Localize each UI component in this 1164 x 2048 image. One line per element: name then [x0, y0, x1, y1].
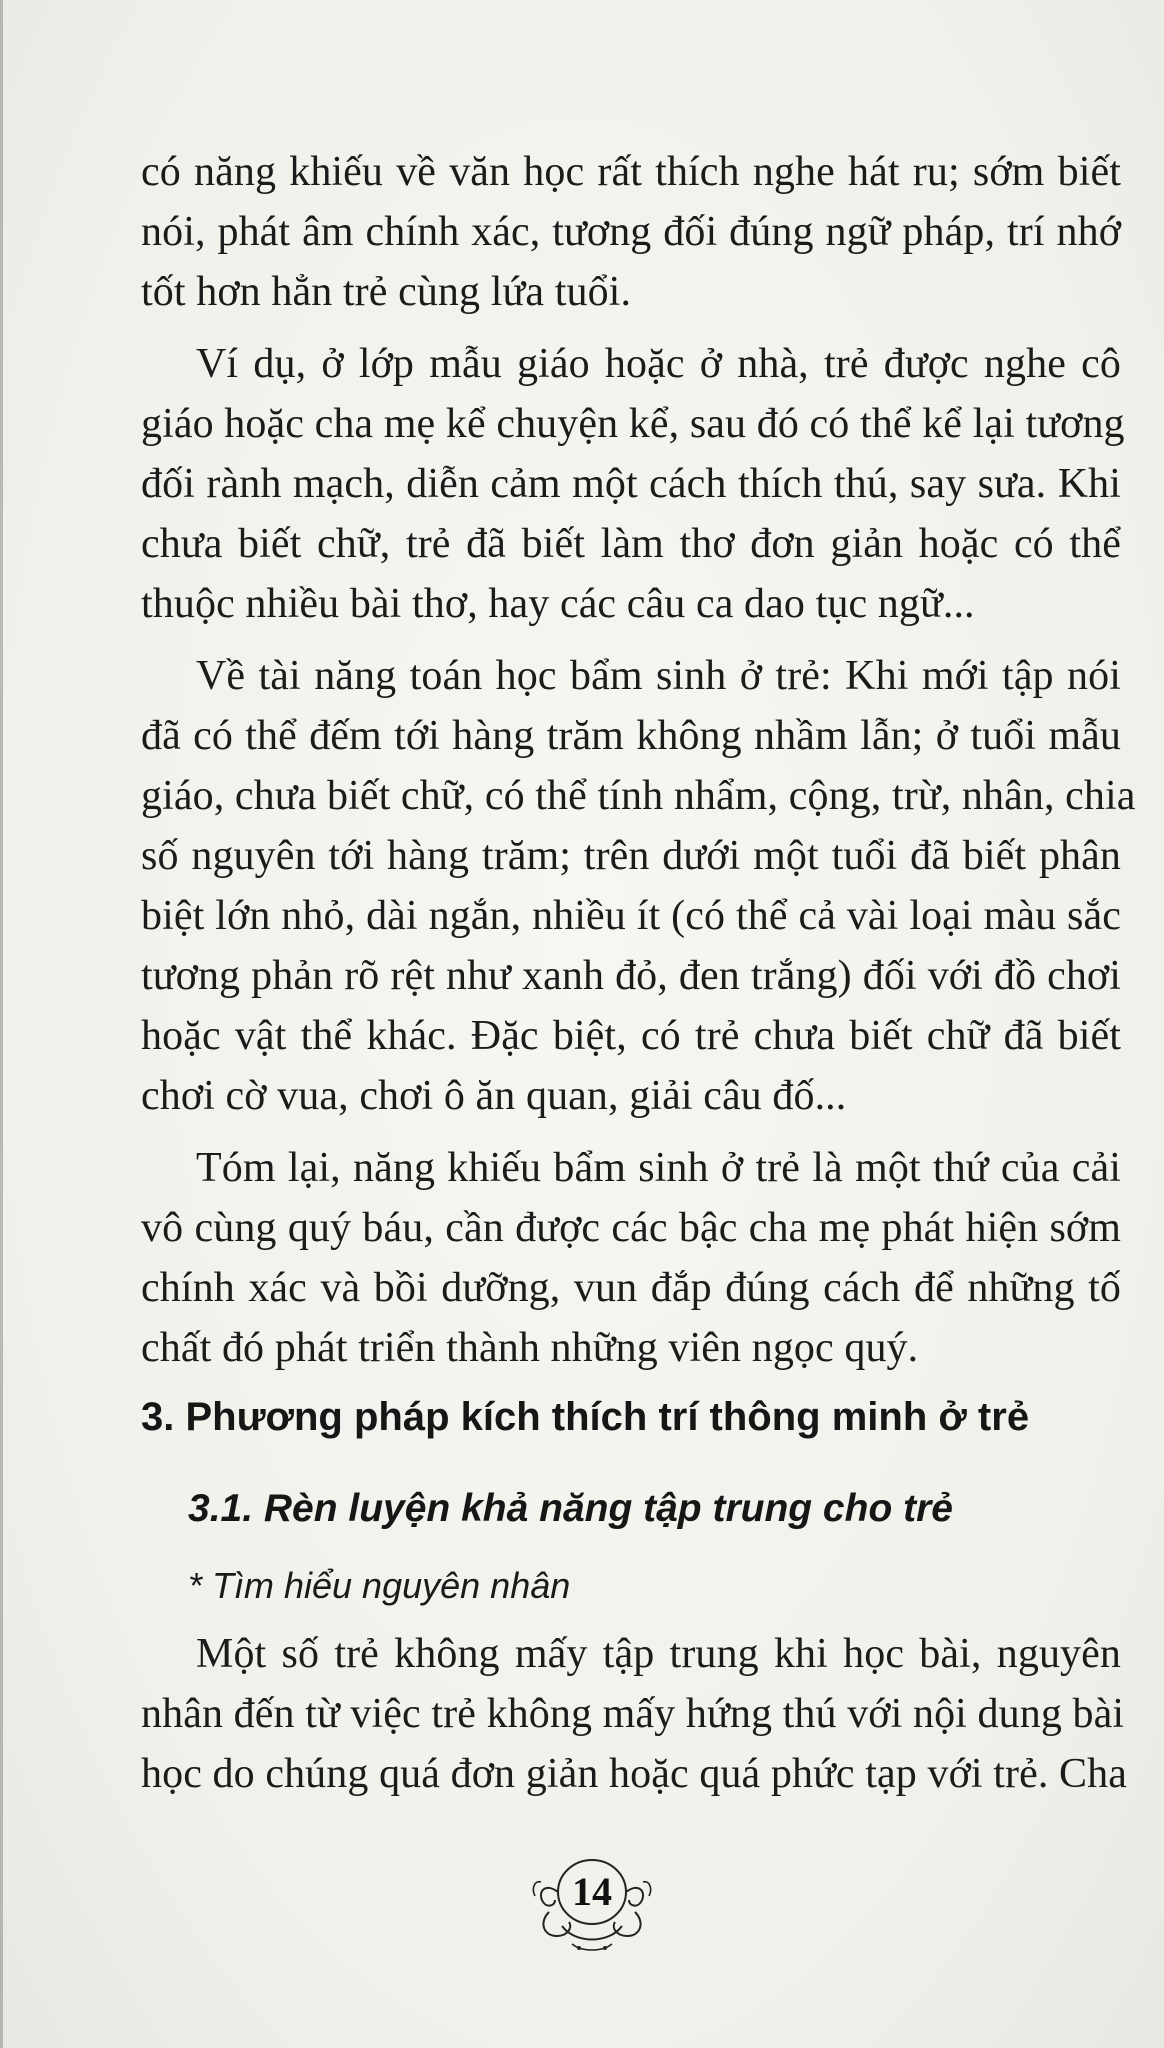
text-line: giáo, chưa biết chữ, có thể tính nhẩm, cộng, trừ, nhân, chia	[141, 773, 1136, 819]
text-line: số nguyên tới hàng trăm; trên dưới một tuổi đã biết phân	[141, 833, 1121, 879]
subsection-heading: 3.1. Rèn luyện khả năng tập trung cho trẻ	[188, 1487, 953, 1530]
text-line: giáo hoặc cha mẹ kể chuyện kể, sau đó có thể kể lại tương	[141, 401, 1125, 447]
text-line: đã có thể đếm tới hàng trăm không nhầm lẫn; ở tuổi mẫu	[141, 713, 1121, 759]
text-line: vô cùng quý báu, cần được các bậc cha mẹ phát hiện sớm	[141, 1205, 1121, 1251]
text-line: học do chúng quá đơn giản hoặc quá phức tạp với trẻ. Cha	[141, 1751, 1128, 1797]
text-line: tốt hơn hẳn trẻ cùng lứa tuổi.	[141, 269, 632, 315]
text-line: Về tài năng toán học bẩm sinh ở trẻ: Khi mới tập nói	[196, 653, 1121, 699]
text-line: Ví dụ, ở lớp mẫu giáo hoặc ở nhà, trẻ được nghe cô	[196, 341, 1121, 387]
paragraph-2	[141, 334, 1125, 634]
text-line: hoặc vật thể khác. Đặc biệt, có trẻ chưa biết chữ đã biết	[141, 1013, 1121, 1059]
text-line: có năng khiếu về văn học rất thích nghe hát ru; sớm biết	[141, 149, 1121, 195]
section-heading: 3. Phương pháp kích thích trí thông minh ở trẻ	[141, 1395, 1030, 1439]
text-line: Tóm lại, năng khiếu bẩm sinh ở trẻ là một thứ của cải	[196, 1145, 1121, 1191]
paragraph-3	[141, 646, 1136, 1126]
text-line: chơi cờ vua, chơi ô ăn quan, giải câu đố...	[141, 1073, 847, 1119]
text-line: nói, phát âm chính xác, tương đối đúng ngữ pháp, trí nhớ	[141, 209, 1121, 255]
text-line: chưa biết chữ, trẻ đã biết làm thơ đơn giản hoặc có thể	[141, 521, 1121, 567]
page-edge-shadow	[0, 0, 3, 2048]
text-line: chính xác và bồi dưỡng, vun đắp đúng cách để những tố	[141, 1265, 1121, 1311]
page-number-ornament	[527, 1852, 657, 1962]
text-line: tương phản rõ rệt như xanh đỏ, đen trắng) đối với đồ chơi	[141, 953, 1121, 999]
text-line: nhân đến từ việc trẻ không mấy hứng thú với nội dung bài	[141, 1691, 1125, 1737]
subsubsection-heading: * Tìm hiểu nguyên nhân	[188, 1565, 571, 1606]
paragraph-1	[141, 142, 1121, 322]
text-line: biệt lớn nhỏ, dài ngắn, nhiều ít (có thể cả vài loại màu sắc	[141, 893, 1121, 939]
text-line: đối rành mạch, diễn cảm một cách thích thú, say sưa. Khi	[141, 461, 1121, 507]
text-line: thuộc nhiều bài thơ, hay các câu ca dao tục ngữ...	[141, 581, 975, 627]
body-text-bottom	[141, 1624, 1128, 1804]
page-number: 14	[572, 1869, 612, 1914]
body-text-top	[141, 142, 1136, 1378]
paragraph-4	[141, 1138, 1121, 1378]
text-line: chất đó phát triển thành những viên ngọc quý.	[141, 1325, 919, 1371]
text-line: Một số trẻ không mấy tập trung khi học bài, nguyên	[196, 1631, 1121, 1677]
